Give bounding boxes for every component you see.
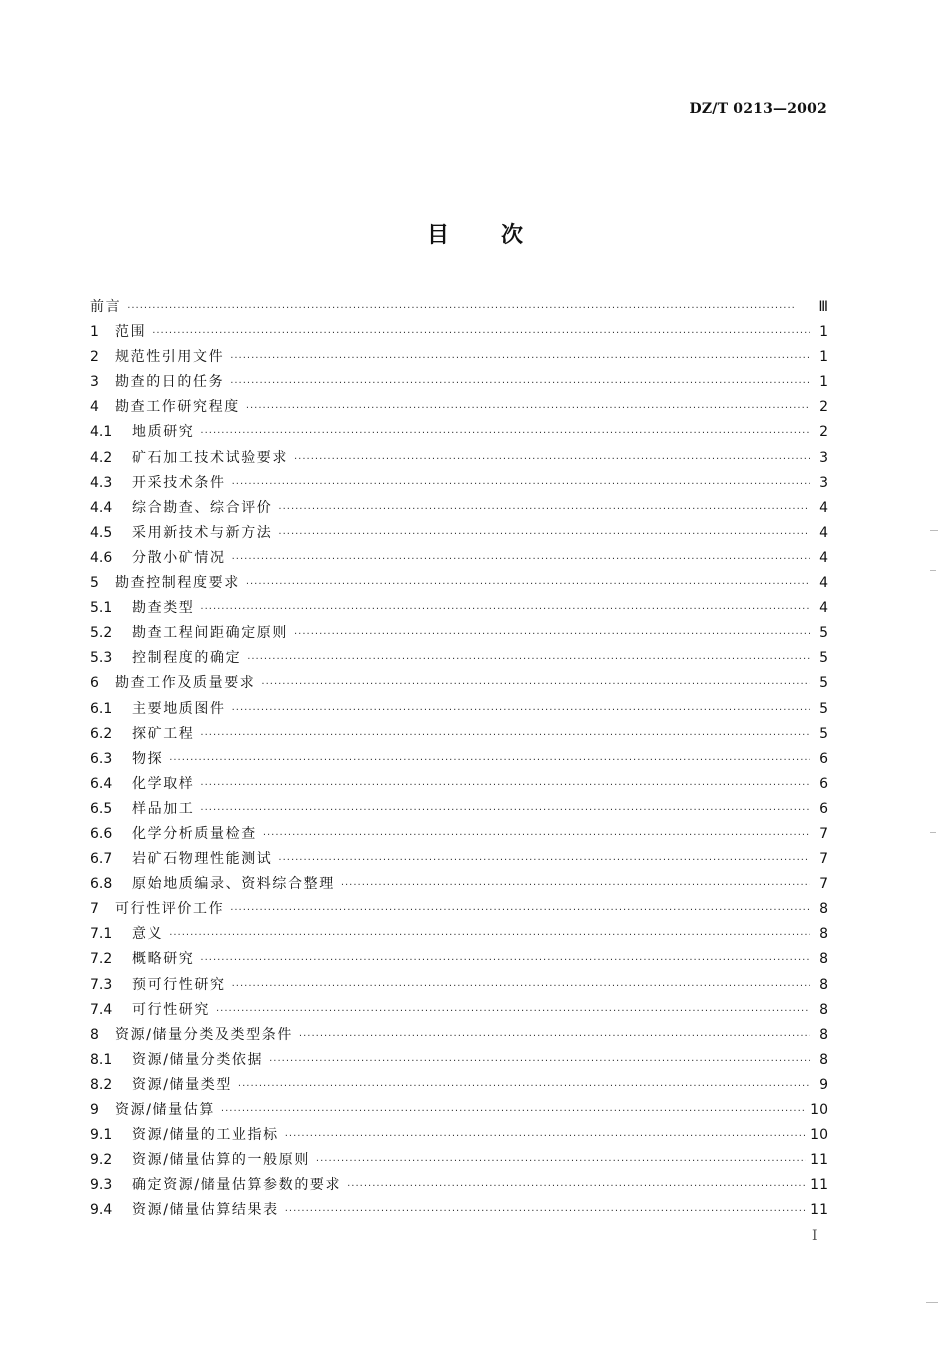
toc-entry-label: 勘查工作研究程度 — [115, 399, 240, 416]
toc-entry — [90, 496, 828, 521]
toc-entry-number: 5 — [90, 575, 99, 592]
toc-leader-dots — [278, 522, 810, 547]
toc-leader-dots — [238, 1074, 810, 1099]
toc-entry — [90, 345, 828, 370]
toc-entry-page: 8 — [819, 1051, 828, 1068]
toc-entry-page: 4 — [819, 600, 828, 617]
toc-entry-label: 物探 — [132, 750, 164, 767]
toc-entry — [90, 1048, 828, 1073]
toc-entry — [90, 1123, 828, 1148]
toc-entry-label: 资源/储量分类及类型条件 — [115, 1026, 293, 1043]
toc-entry-page: 4 — [819, 549, 828, 566]
toc-title: 目次 — [426, 223, 575, 248]
toc-leader-dots — [152, 321, 810, 346]
toc-entry-page: 5 — [819, 675, 828, 692]
toc-leader-dots — [232, 547, 810, 572]
toc-entry-page: 1 — [819, 324, 828, 341]
toc-leader-dots — [294, 447, 810, 472]
toc-entry-page: 5 — [819, 725, 828, 742]
toc-leader-dots — [221, 1099, 806, 1124]
toc-leader-dots — [247, 647, 810, 672]
toc-entry-label: 资源/储量类型 — [132, 1076, 232, 1093]
toc-entry-label: 勘查工程间距确定原则 — [132, 625, 288, 642]
toc-entry-page: 10 — [810, 1102, 828, 1118]
toc-entry-label: 勘查控制程度要求 — [115, 575, 240, 592]
toc-entry — [90, 1173, 828, 1198]
toc-entry-label: 勘查类型 — [132, 600, 195, 617]
toc-leader-dots — [200, 421, 810, 446]
toc-leader-dots — [269, 1049, 810, 1074]
toc-entry-label: 勘查工作及质量要求 — [115, 675, 256, 692]
toc-entry-number: 9.1 — [90, 1127, 113, 1144]
toc-entry — [90, 596, 828, 621]
toc-leader-dots — [285, 1199, 806, 1224]
toc-entry-number: 5.1 — [90, 600, 113, 617]
toc-entry — [90, 471, 828, 496]
toc-entry-number: 4.5 — [90, 524, 113, 541]
toc-leader-dots — [278, 497, 810, 522]
scan-mark — [930, 570, 936, 571]
toc-entry-label: 化学取样 — [132, 775, 195, 792]
page-number: I — [812, 1228, 818, 1244]
toc-leader-dots — [246, 396, 810, 421]
toc-entry — [90, 947, 828, 972]
toc-leader-dots — [341, 873, 810, 898]
toc-entry — [90, 320, 828, 345]
toc-entry — [90, 621, 828, 646]
toc-entry-page: 3 — [819, 474, 828, 491]
toc-entry-number: 6.1 — [90, 700, 113, 717]
toc-entry-page: 5 — [819, 650, 828, 667]
toc-entry — [90, 1098, 828, 1123]
toc-entry-page: 9 — [819, 1076, 828, 1093]
toc-entry-page: 4 — [819, 499, 828, 516]
toc-leader-dots — [169, 748, 810, 773]
toc-entry — [90, 772, 828, 797]
toc-entry-label: 分散小矿情况 — [132, 549, 226, 566]
toc-entry-number: 7.4 — [90, 1001, 113, 1018]
toc-entry — [90, 797, 828, 822]
document-code: DZ/T 0213—2002 — [689, 101, 827, 117]
toc-entry-label: 地质研究 — [132, 424, 195, 441]
toc-entry-label: 主要地质图件 — [132, 700, 226, 717]
toc-leader-dots — [200, 948, 810, 973]
toc-entry-label: 矿石加工技术试验要求 — [132, 449, 288, 466]
toc-entry-page: 3 — [819, 449, 828, 466]
toc-leader-dots — [169, 923, 810, 948]
toc-entry-number: 5.2 — [90, 625, 113, 642]
toc-entry-label: 概略研究 — [132, 951, 195, 968]
toc-entry-number: 1 — [90, 324, 99, 341]
toc-entry — [90, 998, 828, 1023]
toc-entry — [90, 295, 828, 320]
toc-entry-label: 预可行性研究 — [132, 976, 226, 993]
toc-entry-number: 7.3 — [90, 976, 113, 993]
toc-entry — [90, 747, 828, 772]
toc-entry-page: 8 — [819, 1026, 828, 1043]
toc-entry-number: 7.2 — [90, 951, 113, 968]
toc-leader-dots — [232, 698, 810, 723]
toc-leader-dots — [246, 572, 810, 597]
toc-entry-number: 7 — [90, 901, 99, 918]
toc-entry-label: 范围 — [115, 324, 147, 341]
scan-mark — [926, 1302, 938, 1303]
toc-entry — [90, 446, 828, 471]
toc-entry — [90, 897, 828, 922]
toc-entry-number: 9.2 — [90, 1152, 113, 1169]
toc-entry-number: 9 — [90, 1102, 99, 1118]
toc-entry — [90, 1198, 828, 1223]
toc-entry — [90, 722, 828, 747]
toc-entry-number: 8.1 — [90, 1051, 113, 1068]
toc-entry-label: 化学分析质量检查 — [132, 825, 257, 842]
scan-mark — [930, 832, 936, 833]
toc-entry-page: 11 — [810, 1177, 828, 1194]
toc-entry-number: 6.4 — [90, 775, 113, 792]
toc-entry-label: 前言 — [90, 299, 122, 315]
toc-entry-label: 资源/储量估算 — [115, 1102, 215, 1118]
toc-leader-dots — [216, 999, 810, 1024]
toc-entry-page: 7 — [819, 825, 828, 842]
toc-entry-page: 10 — [810, 1127, 828, 1144]
toc-entry — [90, 1073, 828, 1098]
toc-entry-page: 4 — [819, 575, 828, 592]
toc-entry-number: 6.2 — [90, 725, 113, 742]
toc-entry-number: 2 — [90, 349, 99, 366]
toc-entry-number: 6.5 — [90, 800, 113, 817]
toc-leader-dots — [230, 898, 810, 923]
toc-entry — [90, 822, 828, 847]
toc-entry-number: 6.6 — [90, 825, 113, 842]
toc-entry-label: 探矿工程 — [132, 725, 195, 742]
toc-entry-page: 11 — [810, 1202, 828, 1219]
toc-entry-label: 勘查的日的任务 — [115, 374, 225, 391]
toc-entry-page: 8 — [819, 901, 828, 918]
toc-entry-page: 8 — [819, 1001, 828, 1018]
toc-entry-page: 6 — [819, 800, 828, 817]
toc-entry-label: 岩矿石物理性能测试 — [132, 851, 273, 868]
toc-leader-dots — [200, 798, 810, 823]
toc-entry-page: Ⅲ — [818, 299, 828, 315]
toc-entry — [90, 922, 828, 947]
toc-entry-number: 6 — [90, 675, 99, 692]
toc-entry-number: 6.3 — [90, 750, 113, 767]
toc-entry-number: 4.6 — [90, 549, 113, 566]
toc-leader-dots — [200, 773, 810, 798]
toc-entry — [90, 1148, 828, 1173]
toc-entry-number: 5.3 — [90, 650, 113, 667]
toc-entry-page: 5 — [819, 700, 828, 717]
toc-entry-number: 4.1 — [90, 424, 113, 441]
toc-leader-dots — [294, 622, 810, 647]
toc-entry-number: 9.3 — [90, 1177, 113, 1194]
toc-entry-number: 4.4 — [90, 499, 113, 516]
toc-entry-page: 4 — [819, 524, 828, 541]
toc-entry-label: 开采技术条件 — [132, 474, 226, 491]
toc-entry — [90, 646, 828, 671]
toc-entry-number: 4 — [90, 399, 99, 416]
toc-leader-dots — [316, 1149, 806, 1174]
toc-entry — [90, 546, 828, 571]
toc-entry-label: 样品加工 — [132, 800, 195, 817]
toc-leader-dots — [261, 672, 810, 697]
toc-entry-number: 6.8 — [90, 876, 113, 893]
toc-entry-page: 1 — [819, 374, 828, 391]
toc-entry-page: 2 — [819, 424, 828, 441]
toc-entry — [90, 521, 828, 546]
toc-entry-page: 8 — [819, 926, 828, 943]
toc-leader-dots — [200, 597, 810, 622]
toc-entry — [90, 395, 828, 420]
toc-entry-label: 资源/储量估算结果表 — [132, 1202, 279, 1219]
toc-entry-page: 5 — [819, 625, 828, 642]
toc-entry-label: 资源/储量分类依据 — [132, 1051, 264, 1068]
toc-leader-dots — [200, 723, 810, 748]
toc-leader-dots — [299, 1024, 810, 1049]
toc-entry-number: 4.3 — [90, 474, 113, 491]
toc-entry — [90, 671, 828, 696]
toc-entry-number: 6.7 — [90, 851, 113, 868]
toc-entry-page: 7 — [819, 876, 828, 893]
toc-entry-label: 采用新技术与新方法 — [132, 524, 273, 541]
toc-entry — [90, 420, 828, 445]
toc-entry-label: 可行性评价工作 — [115, 901, 225, 918]
toc-entry-label: 可行性研究 — [132, 1001, 210, 1018]
toc-entry-number: 7.1 — [90, 926, 113, 943]
toc-entry-page: 1 — [819, 349, 828, 366]
toc-entry — [90, 1023, 828, 1048]
toc-entry-page: 8 — [819, 976, 828, 993]
toc-leader-dots — [347, 1174, 806, 1199]
toc-entry — [90, 872, 828, 897]
toc-entry-label: 资源/储量估算的一般原则 — [132, 1152, 310, 1169]
toc-entry-label: 意义 — [132, 926, 164, 943]
toc-entry — [90, 697, 828, 722]
toc-entry-number: 3 — [90, 374, 99, 391]
scan-mark — [930, 530, 938, 531]
toc-leader-dots — [285, 1124, 806, 1149]
toc-leader-dots — [127, 296, 810, 321]
toc-entry-page: 2 — [819, 399, 828, 416]
toc-list — [90, 295, 828, 1223]
toc-entry-label: 确定资源/储量估算参数的要求 — [132, 1177, 342, 1194]
toc-leader-dots — [278, 848, 810, 873]
toc-entry-label: 原始地质编录、资料综合整理 — [132, 876, 335, 893]
toc-entry — [90, 370, 828, 395]
toc-leader-dots — [230, 371, 810, 396]
toc-entry-label: 规范性引用文件 — [115, 349, 225, 366]
toc-entry — [90, 847, 828, 872]
toc-entry-page: 8 — [819, 951, 828, 968]
toc-entry-page: 11 — [810, 1152, 828, 1169]
toc-entry-page: 6 — [819, 750, 828, 767]
toc-leader-dots — [263, 823, 810, 848]
toc-entry-label: 资源/储量的工业指标 — [132, 1127, 279, 1144]
toc-leader-dots — [230, 346, 810, 371]
toc-entry — [90, 973, 828, 998]
toc-entry-page: 6 — [819, 775, 828, 792]
toc-entry-number: 4.2 — [90, 449, 113, 466]
toc-leader-dots — [232, 472, 810, 497]
toc-entry-label: 综合勘查、综合评价 — [132, 499, 273, 516]
toc-entry-number: 8.2 — [90, 1076, 113, 1093]
toc-entry-label: 控制程度的确定 — [132, 650, 242, 667]
toc-entry-number: 9.4 — [90, 1202, 113, 1219]
toc-entry-number: 8 — [90, 1026, 99, 1043]
toc-entry — [90, 571, 828, 596]
toc-leader-dots — [232, 974, 810, 999]
toc-entry-page: 7 — [819, 851, 828, 868]
